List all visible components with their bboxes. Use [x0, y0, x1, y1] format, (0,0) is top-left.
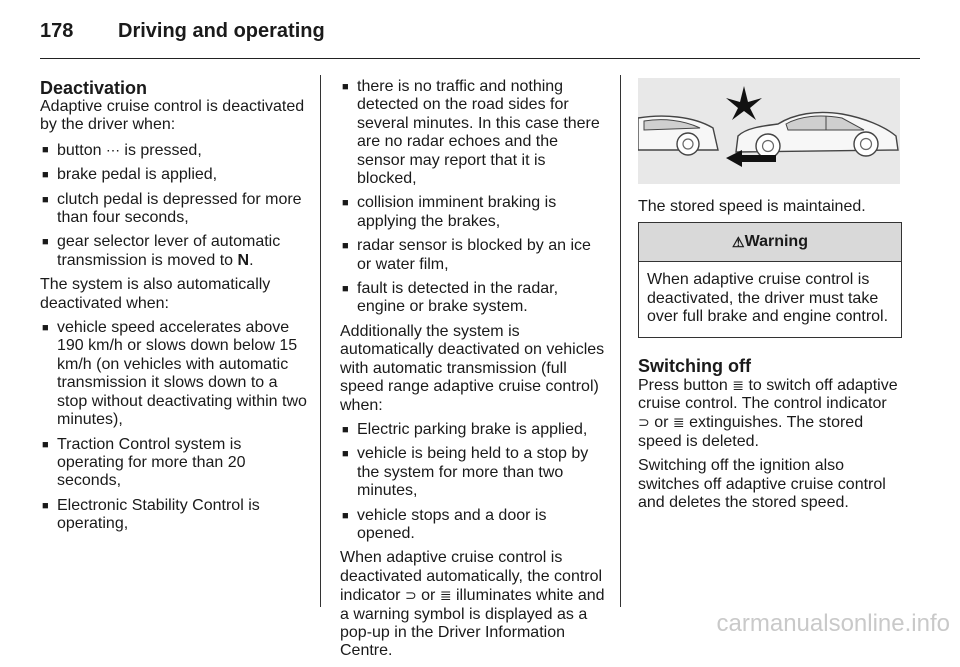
- warning-box: [638, 222, 902, 337]
- list-item: ■ Electric parking brake is applied,: [340, 421, 606, 439]
- list-item: ■ vehicle speed accelerates above 190 km/h or slows down below 15 km/h (on vehicles with automatic transmission it slows down to a stop without deactivating within two minutes),: [40, 319, 308, 429]
- page-number: 178: [40, 20, 74, 42]
- list-item: ■ clutch pedal is depressed for more than four seconds,: [40, 191, 308, 228]
- paragraph: The system is also automatically deactivated when:: [40, 276, 271, 312]
- warning-icon: ⚠: [732, 234, 745, 251]
- list-item: ■ button ⋯ is pressed,: [40, 141, 308, 160]
- list-item: ■ Electronic Stability Control is operating,: [40, 497, 308, 534]
- adaptive-cruise-indicator-icon: ≣: [672, 414, 685, 431]
- column-2: [340, 78, 606, 667]
- adaptive-cruise-button-icon: ≣: [732, 376, 745, 393]
- paragraph: When adaptive cruise control is deactivated automatically, the control indicator ⊃ or ≣ illuminates white and a warning symbol is displayed as a pop-up in the Driver Information Centre.: [340, 549, 605, 660]
- page-header: [40, 18, 920, 59]
- bullet-list: [340, 78, 606, 317]
- adaptive-cruise-indicator-icon: ≣: [439, 587, 452, 604]
- cruise-indicator-icon: ⊃: [638, 414, 650, 431]
- column-divider: [320, 75, 321, 607]
- figure-caption: The stored speed is maintained.: [638, 198, 866, 215]
- list-item: ■ collision imminent braking is applying the brakes,: [340, 194, 606, 231]
- warning-title: Warning: [744, 233, 808, 251]
- watermark: carmanualsonline.info: [716, 610, 950, 637]
- list-item: ■ Traction Control system is operating for more than 20 seconds,: [40, 436, 308, 491]
- vehicle-illustration: [638, 78, 900, 184]
- warning-text: When adaptive cruise control is deactivated, the driver must take over full brake and engine control.: [647, 271, 889, 326]
- column-3: [638, 78, 902, 518]
- bullet-list: [340, 421, 606, 543]
- column-1: [40, 78, 308, 540]
- list-item: ■ radar sensor is blocked by an ice or water film,: [340, 237, 606, 274]
- paragraph: Adaptive cruise control is deactivated by the driver when:: [40, 98, 305, 134]
- cruise-indicator-icon: ⊃: [404, 587, 417, 604]
- paragraph: Press button ≣ to switch off adaptive cruise control. The control indicator ⊃ or ≣ extinguishes. The stored speed is deleted.: [638, 376, 898, 450]
- vehicles-collision-icon: [638, 78, 900, 184]
- list-item: ■ vehicle is being held to a stop by the system for more than two minutes,: [340, 445, 606, 500]
- paragraph: Additionally the system is automatically deactivated on vehicles with automatic transmission (full speed range adaptive cruise control) when:: [340, 322, 605, 414]
- cruise-control-button-icon: ⋯: [105, 141, 120, 158]
- warning-header: [639, 223, 901, 262]
- section-heading: Deactivation: [40, 78, 148, 98]
- bullet-list: [40, 319, 308, 533]
- list-item: ■ gear selector lever of automatic transmission is moved to N.: [40, 233, 308, 270]
- list-item: ■ brake pedal is applied,: [40, 166, 308, 184]
- list-item: ■ there is no traffic and nothing detected on the road sides for several minutes. In this case there are no radar echoes and the sensor may report that it is blocked,: [340, 78, 606, 188]
- section-heading: Switching off: [638, 355, 751, 376]
- chapter-title: Driving and operating: [118, 20, 325, 42]
- list-item: ■ fault is detected in the radar, engine or brake system.: [340, 280, 606, 317]
- bullet-list: [40, 141, 308, 270]
- list-item: ■ vehicle stops and a door is opened.: [340, 507, 606, 544]
- column-divider: [620, 75, 621, 607]
- paragraph: Switching off the ignition also switches off adaptive cruise control and deletes the stored speed.: [638, 457, 886, 512]
